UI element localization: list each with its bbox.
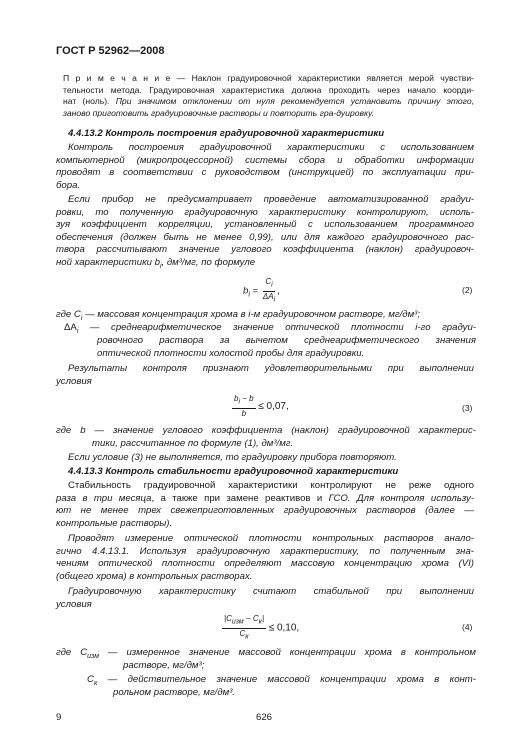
- definition-b-cont: [92, 438, 476, 451]
- fraction-numerator: [263, 277, 274, 292]
- subscript: к: [258, 618, 262, 626]
- text-span: , а также при замене реактивов и: [151, 492, 329, 504]
- text-line: ровки, то полученную градуировочную характеристику контролируют, исполь-: [56, 206, 474, 218]
- fraction: [232, 394, 256, 419]
- formula-symbol: b: [234, 394, 239, 403]
- subscript: i: [271, 281, 273, 289]
- text-line: компьютерной (микропроцессорной) системы сбора и обработки информации: [56, 154, 474, 166]
- definition-b: [56, 425, 476, 438]
- note-text-italic: При значимом отклонении от нуля рекомендуется установить причину этого,: [115, 96, 474, 106]
- text-line: гично 4.4.13.1. Используя градуировочную характеристику, по полученным зна-: [56, 545, 474, 557]
- formula-punct: ,: [277, 285, 280, 297]
- text-span: — массовая концентрация хрома в i-м градуировочном растворе, мг/дм³;: [82, 309, 421, 320]
- subscript: i: [248, 291, 250, 299]
- text-line: Результаты контроля признают удовлетворительными при выполнении: [68, 363, 474, 374]
- text-line: чениям оптической плотности определяют массовую концентрацию хрома (VI): [56, 558, 474, 570]
- subscript: к: [245, 633, 249, 641]
- page-number-center: 626: [256, 712, 273, 723]
- subscript: i: [238, 398, 241, 406]
- standard-title: ГОСТ Р 52962—2008: [56, 45, 165, 57]
- formula-symbol: − C: [243, 614, 259, 623]
- fraction-numerator: [222, 614, 266, 629]
- text-line: растворе, мг/дм³;: [123, 660, 205, 671]
- note-block: [63, 73, 474, 119]
- subscript: i: [80, 314, 83, 322]
- formula-symbol: |: [261, 614, 265, 623]
- definition-c-k-cont: [113, 687, 476, 700]
- text-line: обеспечения (должен быть не менее 0,99), или для каждого градуировочного рас-: [56, 231, 474, 243]
- subscript: i: [273, 296, 276, 304]
- text-span: где C: [56, 647, 88, 658]
- fraction-denominator: [261, 292, 277, 306]
- equation-number: (3): [462, 403, 473, 413]
- text-span: ГСО. Для контроля использу-: [328, 492, 474, 504]
- text-line: зуя коэффициент корреляции, установленный с использованием программного: [56, 219, 474, 231]
- text-line: [56, 257, 474, 274]
- formula-symbol: ΔA: [64, 322, 77, 333]
- paragraph: [56, 142, 474, 192]
- text-span: — действительное значение массовой концентрации хрома в конт-: [97, 674, 476, 685]
- fraction-numerator: [232, 394, 256, 409]
- formula-symbol: |C: [224, 614, 232, 623]
- fraction-denominator: [237, 629, 250, 643]
- text-line: Стабильность градуировочной характеристики контролируют не реже одного: [68, 480, 474, 491]
- subscript: i: [159, 262, 162, 270]
- text-line: условия: [56, 375, 92, 387]
- text-span: , дм³/мг, по формуле: [161, 256, 256, 268]
- text-line: (общего хрома) в контрольных растворах.: [56, 570, 253, 582]
- note-line: тельности метода. Градуировочная характеристика должна проходить через начало коорди-: [63, 84, 474, 95]
- section-heading: 4.4.13.3 Контроль стабильности градуировочной характеристики: [68, 466, 399, 477]
- paragraph: [56, 586, 474, 611]
- equation-number: (2): [462, 285, 473, 295]
- formula-4: [222, 614, 299, 642]
- subscript: изм: [231, 618, 244, 626]
- formula-symbol: − b: [240, 394, 254, 403]
- paragraph: [56, 363, 474, 388]
- definition-delta-a-cont: [97, 335, 476, 360]
- text-line: Если условие (3) не выполняется, то градуировку прибора повторяют.: [68, 452, 397, 463]
- formula-symbol: C: [239, 628, 246, 638]
- subscript: i: [76, 327, 79, 335]
- text-span: где C: [56, 309, 81, 320]
- text-line: Градуировочную характеристику считают стабильной при выполнении: [68, 586, 474, 597]
- formula-symbol: b: [243, 285, 249, 297]
- text-line: [56, 493, 474, 506]
- note-line: [63, 96, 474, 108]
- subscript: к: [93, 679, 98, 687]
- text-line: рольном растворе, мг/дм³.: [113, 687, 236, 698]
- formula-2: [243, 277, 280, 305]
- note-text: нат (ноль).: [63, 96, 116, 106]
- text-line: бора.: [56, 179, 81, 191]
- text-line: оптической плотности холостой пробы для градуировки.: [97, 347, 365, 359]
- text-line: контрольные растворы).: [56, 517, 173, 529]
- text-span: ной характеристики b: [56, 256, 160, 268]
- formula-3: [232, 394, 289, 419]
- text-line: тики, рассчитанное по формуле (1), дм³/мг.: [92, 438, 294, 449]
- formula-operator: =: [252, 285, 259, 297]
- section-heading: 4.4.13.2 Контроль построения градуировочной характеристики: [68, 128, 385, 139]
- subscript: изм: [87, 652, 99, 660]
- equation-number: (4): [462, 622, 473, 632]
- definition-c-izm-cont: [123, 660, 476, 673]
- fraction: [261, 277, 277, 305]
- text-span: раза в три месяца: [56, 492, 152, 504]
- text-line: Проводят измерение оптической плотности контрольных растворов анало-: [68, 533, 474, 544]
- note-line: П р и м е ч а н и е — Наклон градуировочной характеристики является мерой чувстви-: [63, 73, 474, 83]
- paragraph: [56, 533, 474, 583]
- text-line: ровочного раствора за вычетом среднеарифметического значения: [97, 335, 476, 346]
- text-line: Если прибор не предусматривает проведение автоматизированной градуи-: [68, 194, 474, 205]
- note-line: заново приготовить градуировочные растворы и повторить гра-дуировку.: [63, 107, 375, 118]
- text-span: — среднеарифметическое значение оптической плотности i-го градуи-: [78, 322, 476, 333]
- text-line: ют не менее трех свежеприготовленных градуировочных растворов (далее —: [56, 505, 474, 517]
- page-number-left: 9: [56, 712, 62, 723]
- formula-rhs: ≤ 0,10,: [268, 622, 300, 634]
- fraction-denominator: b: [241, 408, 247, 418]
- text-line: твора рассчитывают значение углового коэффициента (наклон) градуировоч-: [56, 244, 474, 256]
- formula-rhs: ≤ 0,07,: [258, 400, 289, 412]
- formula-symbol: ΔA: [262, 291, 274, 301]
- text-line: где b — значение углового коэффициента (наклон) градуировочной характерис-: [56, 425, 476, 436]
- text-line: Контроль построения градуировочной характеристики с использованием: [68, 142, 474, 153]
- fraction: [222, 614, 266, 642]
- text-span: C: [87, 674, 94, 685]
- paragraph: [56, 480, 474, 530]
- paragraph: [56, 452, 474, 465]
- text-line: проводят в соответствии с руководством (инструкцией) по эксплуатации при-: [56, 167, 474, 179]
- paragraph: [56, 194, 474, 273]
- text-line: условия: [56, 598, 92, 610]
- formula-symbol: C: [265, 277, 272, 286]
- text-span: — измеренное значение массовой концентрации хрома в контрольном: [99, 647, 476, 658]
